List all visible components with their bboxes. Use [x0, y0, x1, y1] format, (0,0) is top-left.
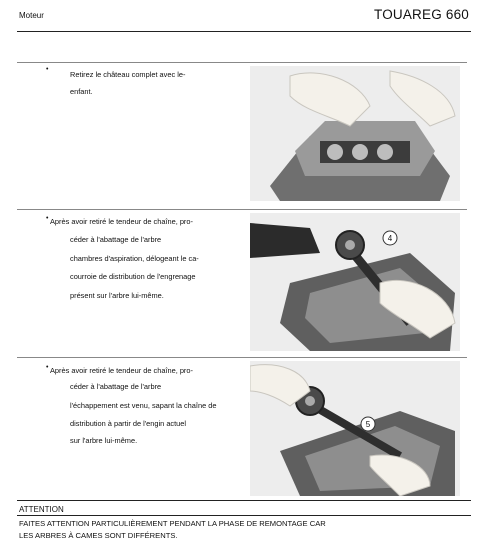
- step-1-photo: [250, 66, 460, 201]
- step-3-line-4: distribution à partir de l'engin actuel: [70, 419, 187, 428]
- attention-line-1: FAITES ATTENTION PARTICULIÈREMENT PENDANT LA PHASE DE REMONTAGE CAR: [19, 519, 326, 528]
- attention-title-rule: [17, 515, 471, 516]
- step-2-rule: [17, 209, 467, 210]
- step-3-line-5: sur l'arbre lui-même.: [70, 436, 138, 445]
- attention-title: ATTENTION: [19, 505, 64, 514]
- header-rule: [17, 31, 471, 32]
- step-2-bullet: •: [46, 215, 49, 222]
- step-2-photo: [250, 213, 460, 351]
- step-2-line-3: chambres d'aspiration, délogeant le ca-: [70, 254, 199, 263]
- step-1-bullet: •: [46, 66, 49, 73]
- step-1-line-1: Retirez le château complet avec le-: [70, 70, 186, 79]
- step-1-rule: [17, 62, 467, 63]
- step-3-line-3: l'échappement est venu, sapant la chaîne de: [70, 401, 217, 410]
- step-2-line-2: céder à l'abattage de l'arbre: [70, 235, 162, 244]
- section-label: Moteur: [19, 11, 44, 20]
- page-title: TOUAREG 660: [374, 7, 469, 22]
- step-2-callout: 4: [387, 234, 393, 243]
- step-3-bullet: •: [46, 364, 49, 371]
- step-3-callout: 5: [365, 420, 371, 429]
- step-1-line-2: enfant.: [70, 87, 93, 96]
- step-3-photo: [250, 361, 460, 496]
- step-2-line-5: présent sur l'arbre lui-même.: [70, 291, 164, 300]
- attention-rule: [17, 500, 471, 501]
- step-3-line-1: Après avoir retiré le tendeur de chaîne, pro-: [50, 366, 193, 375]
- step-3-line-2: céder à l'abattage de l'arbre: [70, 382, 162, 391]
- step-2-line-4: courroie de distribution de l'engrenage: [70, 272, 196, 281]
- step-3-rule: [17, 357, 467, 358]
- step-2-line-1: Après avoir retiré le tendeur de chaîne, pro-: [50, 217, 193, 226]
- attention-line-2: LES ARBRES À CAMES SONT DIFFÉRENTS.: [19, 531, 178, 540]
